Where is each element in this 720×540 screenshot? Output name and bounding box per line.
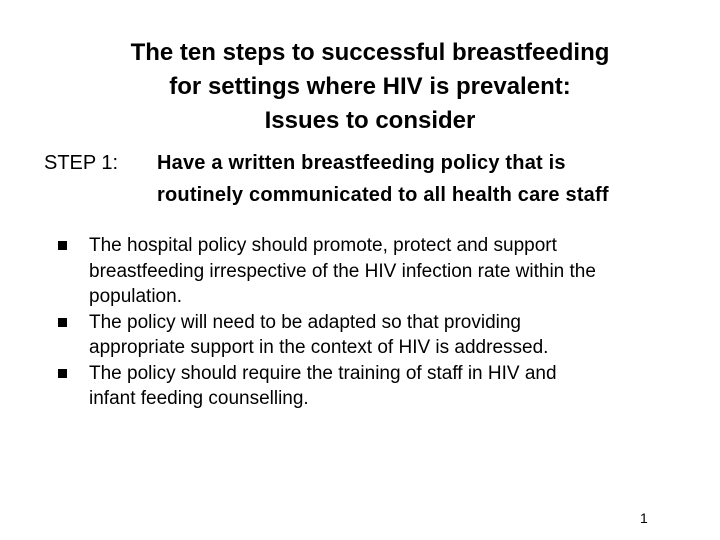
step-text-line: Have a written breastfeeding policy that is: [157, 152, 566, 174]
square-bullet-icon: [58, 369, 67, 378]
bullet-line: appropriate support in the context of HIV is addressed.: [89, 337, 549, 358]
bullet-line: The hospital policy should promote, protect and support: [89, 235, 557, 256]
bullet-text: [89, 361, 696, 412]
bullet-line: infant feeding counselling.: [89, 388, 309, 409]
bullet-item: [56, 361, 696, 412]
title-line: Issues to consider: [264, 107, 476, 134]
bullet-text: [89, 233, 696, 310]
bullet-line: breastfeeding irrespective of the HIV infection rate within the: [89, 260, 596, 282]
bullet-line: The policy should require the training of staff in HIV and: [89, 362, 557, 384]
page-number: 1: [640, 510, 648, 526]
square-bullet-icon: [58, 241, 67, 250]
bullet-line: The policy will need to be adapted so that providing: [89, 311, 521, 333]
bullet-line: population.: [89, 286, 182, 307]
slide-title: [40, 36, 700, 138]
bullet-item: [56, 310, 696, 361]
step-text-line: routinely communicated to all health care staff: [157, 184, 609, 206]
title-line: for settings where HIV is prevalent:: [169, 73, 571, 100]
step-label: STEP 1:: [44, 152, 119, 174]
square-bullet-icon: [58, 318, 67, 327]
bullet-list: [56, 233, 696, 412]
bullet-item: [56, 233, 696, 310]
bullet-text: [89, 310, 696, 361]
step-text: [157, 147, 717, 211]
title-line: The ten steps to successful breastfeeding: [130, 39, 610, 66]
